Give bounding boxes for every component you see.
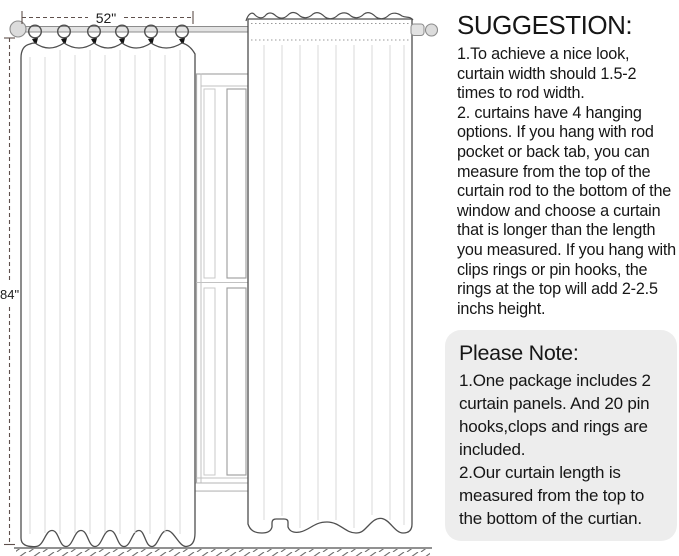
right-curtain-panel: [246, 12, 413, 533]
left-finial: [10, 21, 26, 37]
instructions-panel: [445, 4, 677, 541]
please-note-item-2: 2.Our curtain length is measured from the top to the bottom of the curtian.: [459, 463, 645, 528]
rod-width-label: 52": [95, 10, 117, 26]
left-curtain-panel: [21, 43, 195, 547]
floor-hatching: [16, 549, 430, 556]
right-rod-end: [411, 24, 438, 36]
right-finial: [426, 24, 438, 36]
suggestion-item-2: 2. curtains have 4 hanging options. If you hang with rod pocket or back tab, you can measure from the top of the curtain rod to the bottom of the window and choose a curtain that is longer than the length you measured. If you hang with clips rings or pin hooks, the rings at the top will add 2-2.5 inchs height.: [457, 103, 676, 318]
please-note-box: [445, 330, 677, 541]
please-note-title: Please Note:: [459, 341, 579, 366]
suggestion-title: SUGGESTION:: [457, 10, 633, 40]
curtain-length-label: 84": [0, 287, 20, 302]
floor: [14, 548, 432, 556]
suggestion-item-1: 1.To achieve a nice look, curtain width should 1.5-2 times to rod width.: [457, 45, 637, 103]
please-note-item-1: 1.One package includes 2 curtain panels. And 20 pin hooks,clops and rings are included.: [459, 371, 651, 460]
curtain-clips: [32, 38, 185, 46]
